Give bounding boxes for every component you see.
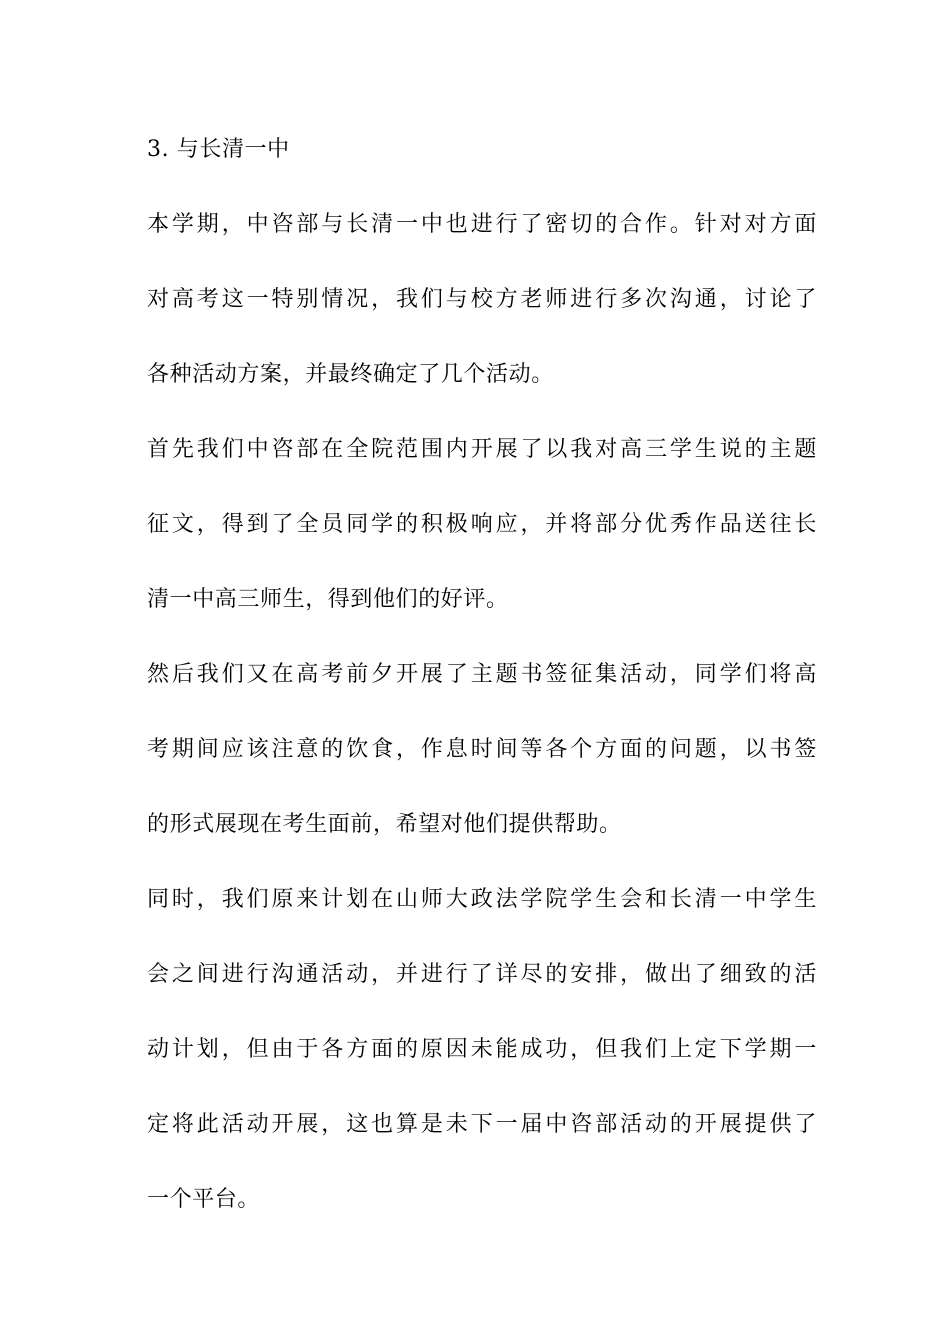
paragraph-line: 本学期，中咨部与长清一中也进行了密切的合作。针对对方面 bbox=[147, 212, 817, 237]
paragraph-line: 定将此活动开展，这也算是未下一届中咨部活动的开展提供了 bbox=[147, 1112, 817, 1137]
paragraph-line: 同时，我们原来计划在山师大政法学院学生会和长清一中学生 bbox=[147, 887, 817, 912]
paragraph-line: 考期间应该注意的饮食，作息时间等各个方面的问题，以书签 bbox=[147, 737, 817, 762]
paragraph-line: 然后我们又在高考前夕开展了主题书签征集活动，同学们将高 bbox=[147, 662, 817, 687]
paragraph-line: 各种活动方案，并最终确定了几个活动。 bbox=[147, 362, 554, 387]
paragraph-line: 对高考这一特别情况，我们与校方老师进行多次沟通，讨论了 bbox=[147, 287, 817, 312]
paragraph-line: 清一中高三师生，得到他们的好评。 bbox=[147, 587, 509, 612]
paragraph-line: 的形式展现在考生面前，希望对他们提供帮助。 bbox=[147, 812, 622, 837]
paragraph-line: 动计划，但由于各方面的原因未能成功，但我们上定下学期一 bbox=[147, 1037, 817, 1062]
paragraph-line: 一个平台。 bbox=[147, 1187, 261, 1212]
paragraph-line: 会之间进行沟通活动，并进行了详尽的安排，做出了细致的活 bbox=[147, 962, 817, 987]
section-heading: 3. 与长清一中 bbox=[147, 137, 290, 162]
paragraph-line: 征文，得到了全员同学的积极响应，并将部分优秀作品送往长 bbox=[147, 512, 817, 537]
paragraph-line: 首先我们中咨部在全院范围内开展了以我对高三学生说的主题 bbox=[147, 437, 817, 462]
